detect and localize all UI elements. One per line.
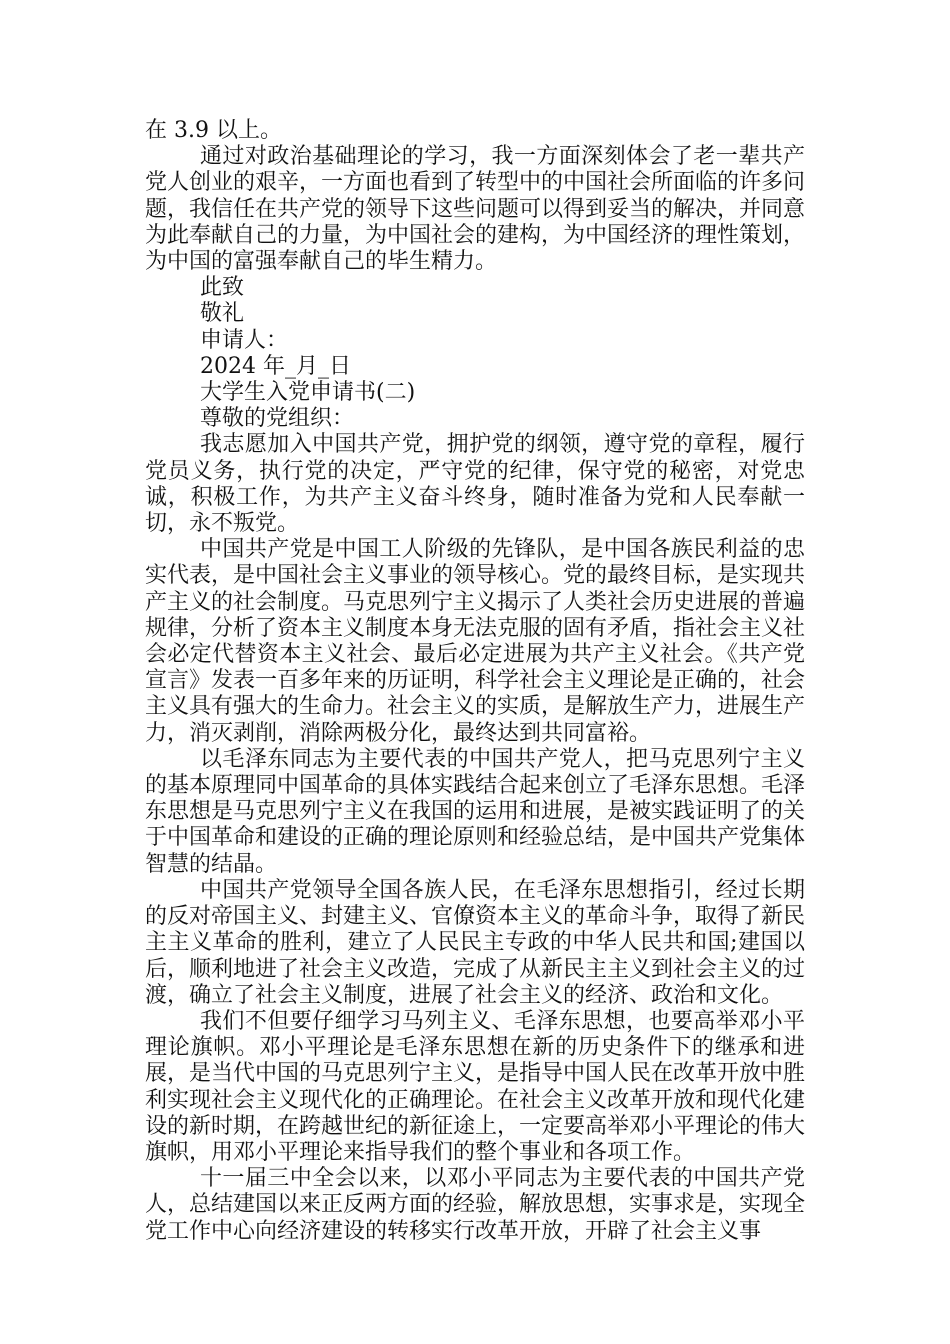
- salutation: 尊敬的党组织：: [200, 406, 355, 432]
- paragraph: 中国共产党是中国工人阶级的先锋队，是中国各族民利益的忠实代表，是中国社会主义事业的领导核心。党的最终目标，是实现共产主义的社会制度。马克思列宁主义揭示了人类社会历史进展的普遍规律，分析了资本主义制度本身无法克服的固有矛盾，指社会主义社会必定代替资本主义社会、最后必定进展为共产主义社会。《共产党宣言》发表一百多年来的历证明，科学社会主义理论是正确的，社会主义具有强大的生命力。社会主义的实质，是解放生产力，进展生产力，消灭剥削，消除两极分化，最终达到共同富裕。: [145, 537, 806, 746]
- paragraph: 中国共产党领导全国各族人民，在毛泽东思想指引，经过长期的反对帝国主义、封建主义、官僚资本主义的革命斗争，取得了新民主主义革命的胜利，建立了人民民主专政的中华人民共和国;建国以后，顺利地进了社会主义改造，完成了从新民主主义到社会主义的过渡，确立了社会主义制度，进展了社会主义的经济、政治和文化。: [145, 877, 806, 1008]
- closing-regards: 敬礼: [200, 301, 245, 327]
- paragraph-fragment: 在 3.9 以上。: [145, 118, 282, 143]
- paragraph: 十一届三中全会以来，以邓小平同志为主要代表的中国共产党人，总结建国以来正反两方面的经验，解放思想，实事求是，实现全党工作中心向经济建设的转移实行改革开放，开辟了社会主义事: [145, 1166, 806, 1244]
- paragraph: 通过对政治基础理论的学习，我一方面深刻体会了老一辈共产党人创业的艰辛，一方面也看到了转型中的中国社会所面临的许多问题，我信任在共产党的领导下这些问题可以得到妥当的解决，并同意为此奉献自己的力量，为中国社会的建构，为中国经济的理性策划，为中国的富强奉献自己的毕生精力。: [145, 144, 806, 275]
- closing-salutation: 此致: [200, 275, 245, 301]
- applicant-label: 申请人：: [200, 327, 289, 353]
- date-line: 2024 年_月_日: [200, 353, 351, 379]
- section-title: 大学生入党申请书(二): [200, 380, 416, 406]
- document-body: [145, 118, 805, 1245]
- paragraph: 我志愿加入中国共产党，拥护党的纲领，遵守党的章程，履行党员义务，执行党的决定，严守党的纪律，保守党的秘密，对党忠诚，积极工作，为共产主义奋斗终身，随时准备为党和人民奉献一切，永不叛党。: [145, 432, 805, 537]
- paragraph: 以毛泽东同志为主要代表的中国共产党人，把马克思列宁主义的基本原理同中国革命的具体实践结合起来创立了毛泽东思想。毛泽东思想是马克思列宁主义在我国的运用和进展，是被实践证明了的关于中国革命和建设的正确的理论原则和经验总结，是中国共产党集体智慧的结晶。: [145, 746, 806, 877]
- paragraph: 我们不但要仔细学习马列主义、毛泽东思想，也要高举邓小平理论旗帜。邓小平理论是毛泽东思想在新的历史条件下的继承和进展，是当代中国的马克思列宁主义，是指导中国人民在改革开放中胜利实现社会主义现代化的正确理论。在社会主义改革开放和现代化建设的新时期，在跨越世纪的新征途上，一定要高举邓小平理论的伟大旗帜，用邓小平理论来指导我们的整个事业和各项工作。: [145, 1008, 806, 1165]
